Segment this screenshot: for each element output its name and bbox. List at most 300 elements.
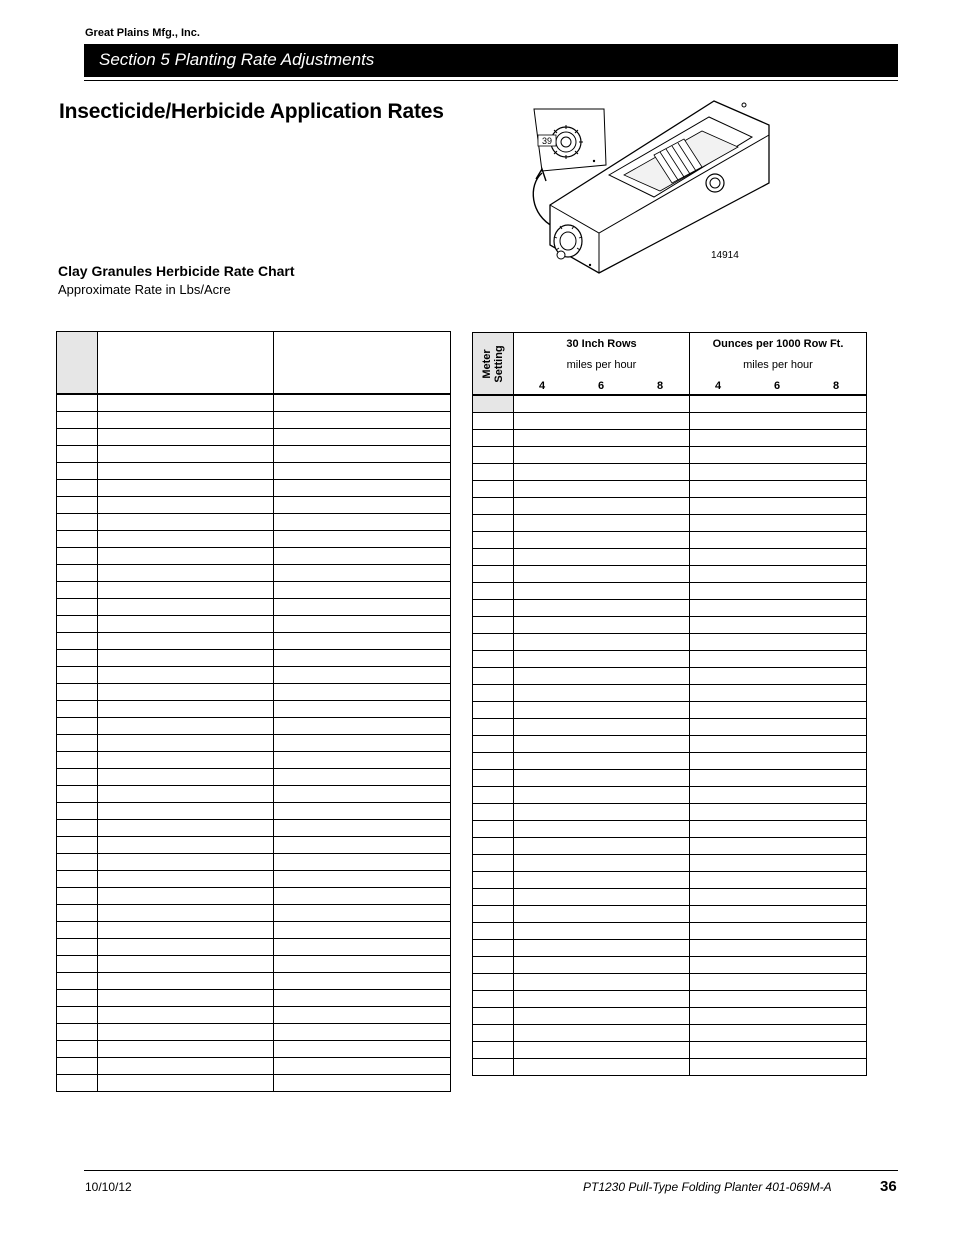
table-cell	[514, 906, 690, 923]
table-row	[473, 413, 867, 430]
table-cell	[473, 770, 514, 787]
table-cell	[473, 889, 514, 906]
table-cell	[57, 565, 98, 582]
table-cell	[514, 1042, 690, 1059]
header-cell	[57, 332, 98, 395]
table-cell	[473, 549, 514, 566]
table-row	[57, 820, 451, 837]
table-cell	[690, 566, 867, 583]
table-cell	[274, 429, 451, 446]
table-cell	[274, 735, 451, 752]
table-cell	[690, 668, 867, 685]
table-cell	[514, 804, 690, 821]
table-cell	[274, 684, 451, 701]
table-cell	[514, 872, 690, 889]
speed-8: 8	[657, 380, 664, 392]
table-cell	[274, 922, 451, 939]
table-row	[473, 464, 867, 481]
table-row	[473, 753, 867, 770]
table-cell	[274, 1007, 451, 1024]
table-cell	[274, 667, 451, 684]
speed-label: miles per hour	[743, 359, 813, 371]
section-divider	[84, 80, 898, 81]
speed-4: 4	[539, 380, 546, 392]
table-cell	[57, 1007, 98, 1024]
table-cell	[514, 736, 690, 753]
table-cell	[473, 855, 514, 872]
meter-setting-label	[481, 345, 505, 382]
table-cell	[690, 447, 867, 464]
table-cell	[274, 616, 451, 633]
header-cell	[98, 332, 274, 395]
table-row	[473, 906, 867, 923]
table-cell	[514, 395, 690, 413]
table-cell	[514, 549, 690, 566]
table-cell	[514, 1008, 690, 1025]
table-cell	[274, 888, 451, 905]
table-cell	[98, 531, 274, 548]
table-cell	[690, 532, 867, 549]
table-row	[473, 617, 867, 634]
table-row	[57, 786, 451, 803]
table-row	[473, 395, 867, 413]
table-cell	[514, 515, 690, 532]
table-cell	[98, 854, 274, 871]
table-cell	[473, 395, 514, 413]
table-row	[57, 463, 451, 480]
table-row	[473, 770, 867, 787]
table-cell	[57, 718, 98, 735]
group-header-30-inch-rows	[514, 333, 690, 396]
table-row	[473, 515, 867, 532]
table-cell	[690, 923, 867, 940]
table-cell	[98, 922, 274, 939]
table-cell	[514, 974, 690, 991]
table-cell	[473, 668, 514, 685]
table-cell	[274, 1058, 451, 1075]
table-cell	[514, 651, 690, 668]
table-cell	[514, 685, 690, 702]
table-cell	[473, 957, 514, 974]
table-cell	[57, 905, 98, 922]
table-row	[473, 889, 867, 906]
table-cell	[514, 413, 690, 430]
table-cell	[690, 940, 867, 957]
table-cell	[57, 701, 98, 718]
table-cell	[473, 447, 514, 464]
table-row	[57, 582, 451, 599]
table-cell	[98, 463, 274, 480]
table-cell	[57, 480, 98, 497]
table-row	[473, 838, 867, 855]
table-row	[57, 514, 451, 531]
footer-divider	[84, 1170, 898, 1171]
table-row	[473, 498, 867, 515]
table-row	[473, 923, 867, 940]
table-cell	[690, 753, 867, 770]
table-cell	[690, 719, 867, 736]
table-cell	[473, 583, 514, 600]
table-row	[57, 684, 451, 701]
table-cell	[274, 905, 451, 922]
table-cell	[98, 616, 274, 633]
table-row	[57, 1041, 451, 1058]
table-cell	[473, 481, 514, 498]
table-cell	[57, 582, 98, 599]
table-cell	[690, 395, 867, 413]
table-cell	[57, 633, 98, 650]
table-row	[473, 447, 867, 464]
table-cell	[514, 923, 690, 940]
table-row	[57, 429, 451, 446]
table-cell	[473, 600, 514, 617]
table-cell	[57, 769, 98, 786]
table-row	[57, 888, 451, 905]
table-cell	[690, 498, 867, 515]
table-row	[473, 940, 867, 957]
table-cell	[274, 990, 451, 1007]
table-cell	[274, 650, 451, 667]
table-cell	[690, 1008, 867, 1025]
table-row	[473, 787, 867, 804]
table-row	[57, 922, 451, 939]
speed-label: miles per hour	[566, 359, 637, 371]
group-header-ounces-per-1000-row-ft	[690, 333, 867, 396]
group-title: Ounces per 1000 Row Ft.	[712, 338, 844, 350]
table-cell	[57, 786, 98, 803]
table-row	[473, 719, 867, 736]
table-cell	[473, 413, 514, 430]
table-cell	[514, 600, 690, 617]
table-cell	[473, 974, 514, 991]
table-cell	[57, 752, 98, 769]
table-cell	[473, 736, 514, 753]
table-cell	[473, 430, 514, 447]
table-cell	[274, 412, 451, 429]
table-row	[57, 531, 451, 548]
table-cell	[98, 1007, 274, 1024]
table-cell	[514, 770, 690, 787]
table-cell	[98, 1024, 274, 1041]
table-cell	[57, 394, 98, 412]
table-cell	[98, 905, 274, 922]
table-row	[473, 549, 867, 566]
speed-6: 6	[774, 380, 781, 392]
speed-4: 4	[715, 380, 722, 392]
table-row	[57, 718, 451, 735]
table-row	[57, 769, 451, 786]
table-cell	[274, 769, 451, 786]
table-row	[473, 481, 867, 498]
table-cell	[98, 888, 274, 905]
section-title: Section 5 Planting Rate Adjustments	[99, 50, 375, 69]
table-row	[57, 616, 451, 633]
table-row	[57, 667, 451, 684]
table-cell	[690, 600, 867, 617]
table-cell	[514, 753, 690, 770]
table-cell	[57, 837, 98, 854]
table-cell	[98, 956, 274, 973]
table-cell	[473, 1025, 514, 1042]
table-row	[473, 1008, 867, 1025]
table-row	[473, 974, 867, 991]
table-cell	[514, 498, 690, 515]
table-cell	[98, 837, 274, 854]
table-cell	[57, 1024, 98, 1041]
table-cell	[274, 480, 451, 497]
table-cell	[514, 583, 690, 600]
table-cell	[57, 667, 98, 684]
rate-table-right-body	[473, 333, 867, 1076]
table-cell	[690, 430, 867, 447]
table-row	[57, 803, 451, 820]
table-cell	[473, 651, 514, 668]
table-cell	[514, 957, 690, 974]
figure-number: 14914	[711, 250, 739, 261]
table-cell	[473, 617, 514, 634]
table-cell	[690, 685, 867, 702]
table-cell	[274, 497, 451, 514]
table-cell	[98, 701, 274, 718]
table-cell	[473, 821, 514, 838]
table-cell	[690, 515, 867, 532]
table-row	[57, 854, 451, 871]
table-row	[473, 821, 867, 838]
table-cell	[274, 1024, 451, 1041]
table-cell	[690, 1059, 867, 1076]
table-cell	[274, 1041, 451, 1058]
table-cell	[274, 633, 451, 650]
table-cell	[274, 582, 451, 599]
meter-label-line2: Setting	[493, 344, 505, 383]
table-cell	[690, 481, 867, 498]
table-cell	[98, 412, 274, 429]
table-cell	[274, 1075, 451, 1092]
table-cell	[514, 940, 690, 957]
table-cell	[57, 531, 98, 548]
table-cell	[514, 430, 690, 447]
table-row	[473, 1059, 867, 1076]
table-cell	[98, 446, 274, 463]
footer-document-id: PT1230 Pull-Type Folding Planter 401-069M-A	[583, 1180, 832, 1194]
table-cell	[473, 685, 514, 702]
table-cell	[98, 803, 274, 820]
table-row	[473, 804, 867, 821]
table-cell	[57, 650, 98, 667]
table-cell	[473, 515, 514, 532]
table-row	[57, 939, 451, 956]
table-row	[57, 394, 451, 412]
table-cell	[98, 718, 274, 735]
table-row	[57, 1024, 451, 1041]
table-cell	[274, 565, 451, 582]
table-cell	[473, 1042, 514, 1059]
table-row	[57, 497, 451, 514]
table-cell	[514, 481, 690, 498]
table-row	[57, 548, 451, 565]
table-cell	[57, 803, 98, 820]
table-cell	[98, 565, 274, 582]
table-cell	[98, 1041, 274, 1058]
table-cell	[57, 1075, 98, 1092]
table-row	[57, 599, 451, 616]
table-cell	[98, 990, 274, 1007]
table-cell	[98, 1075, 274, 1092]
table-row	[473, 532, 867, 549]
table-cell	[514, 668, 690, 685]
table-cell	[274, 463, 451, 480]
table-cell	[57, 990, 98, 1007]
table-cell	[274, 871, 451, 888]
table-cell	[57, 922, 98, 939]
rate-table-right	[472, 332, 867, 1076]
table-row	[473, 583, 867, 600]
table-cell	[690, 736, 867, 753]
table-cell	[57, 871, 98, 888]
footer-date: 10/10/12	[85, 1180, 132, 1194]
table-row	[57, 990, 451, 1007]
table-row	[57, 650, 451, 667]
rate-table-left	[56, 331, 451, 1092]
speed-8: 8	[833, 380, 840, 392]
table-cell	[274, 531, 451, 548]
chart-subtitle: Approximate Rate in Lbs/Acre	[58, 282, 231, 297]
table-row	[473, 872, 867, 889]
table-cell	[98, 752, 274, 769]
table-cell	[274, 394, 451, 412]
page-title: Insecticide/Herbicide Application Rates	[59, 100, 444, 123]
chart-title: Clay Granules Herbicide Rate Chart	[58, 263, 295, 279]
table-cell	[514, 1059, 690, 1076]
table-cell	[473, 566, 514, 583]
table-row	[57, 1058, 451, 1075]
table-row	[57, 565, 451, 582]
table-cell	[473, 787, 514, 804]
table-cell	[98, 735, 274, 752]
table-row	[473, 1025, 867, 1042]
dial-value: 39	[541, 136, 553, 146]
table-cell	[514, 821, 690, 838]
table-cell	[57, 1058, 98, 1075]
table-cell	[473, 838, 514, 855]
table-cell	[98, 973, 274, 990]
table-cell	[473, 923, 514, 940]
table-cell	[98, 684, 274, 701]
table-row	[473, 651, 867, 668]
table-cell	[57, 1041, 98, 1058]
table-cell	[274, 820, 451, 837]
table-cell	[514, 634, 690, 651]
table-cell	[98, 497, 274, 514]
table-cell	[57, 820, 98, 837]
table-cell	[98, 786, 274, 803]
meter-setting-header	[473, 333, 514, 396]
table-cell	[57, 616, 98, 633]
table-cell	[473, 702, 514, 719]
table-cell	[274, 786, 451, 803]
table-row	[473, 668, 867, 685]
table-cell	[690, 855, 867, 872]
table-header-row	[57, 332, 451, 395]
table-cell	[690, 413, 867, 430]
table-cell	[473, 1008, 514, 1025]
table-cell	[57, 599, 98, 616]
table-cell	[690, 838, 867, 855]
table-cell	[690, 634, 867, 651]
table-cell	[514, 1025, 690, 1042]
table-cell	[690, 821, 867, 838]
page-number: 36	[880, 1178, 897, 1195]
table-row	[473, 430, 867, 447]
table-cell	[274, 548, 451, 565]
table-cell	[274, 973, 451, 990]
table-cell	[473, 532, 514, 549]
table-row	[57, 871, 451, 888]
table-row	[57, 837, 451, 854]
table-cell	[473, 753, 514, 770]
table-cell	[514, 889, 690, 906]
table-cell	[98, 429, 274, 446]
table-cell	[473, 634, 514, 651]
table-header-row	[473, 333, 867, 396]
table-cell	[473, 719, 514, 736]
table-cell	[514, 447, 690, 464]
table-row	[57, 412, 451, 429]
table-cell	[473, 940, 514, 957]
table-row	[57, 735, 451, 752]
table-cell	[514, 532, 690, 549]
table-cell	[514, 855, 690, 872]
table-cell	[57, 548, 98, 565]
table-cell	[690, 1042, 867, 1059]
table-cell	[57, 854, 98, 871]
table-cell	[514, 838, 690, 855]
table-row	[57, 480, 451, 497]
meter-label-line1: Meter	[481, 348, 493, 379]
table-cell	[514, 702, 690, 719]
table-cell	[274, 514, 451, 531]
table-cell	[473, 464, 514, 481]
table-cell	[514, 719, 690, 736]
table-cell	[98, 394, 274, 412]
table-cell	[274, 701, 451, 718]
table-row	[473, 1042, 867, 1059]
table-row	[57, 1007, 451, 1024]
table-cell	[57, 429, 98, 446]
table-row	[57, 633, 451, 650]
table-cell	[473, 804, 514, 821]
table-row	[57, 752, 451, 769]
table-cell	[98, 769, 274, 786]
table-cell	[690, 906, 867, 923]
table-row	[473, 855, 867, 872]
company-name: Great Plains Mfg., Inc.	[85, 27, 200, 39]
table-cell	[57, 973, 98, 990]
table-row	[473, 685, 867, 702]
table-cell	[274, 752, 451, 769]
table-row	[57, 446, 451, 463]
table-row	[473, 957, 867, 974]
table-row	[57, 956, 451, 973]
table-cell	[690, 991, 867, 1008]
table-row	[473, 600, 867, 617]
table-cell	[57, 939, 98, 956]
table-cell	[690, 889, 867, 906]
table-cell	[690, 464, 867, 481]
table-row	[473, 702, 867, 719]
table-cell	[473, 906, 514, 923]
table-cell	[690, 804, 867, 821]
